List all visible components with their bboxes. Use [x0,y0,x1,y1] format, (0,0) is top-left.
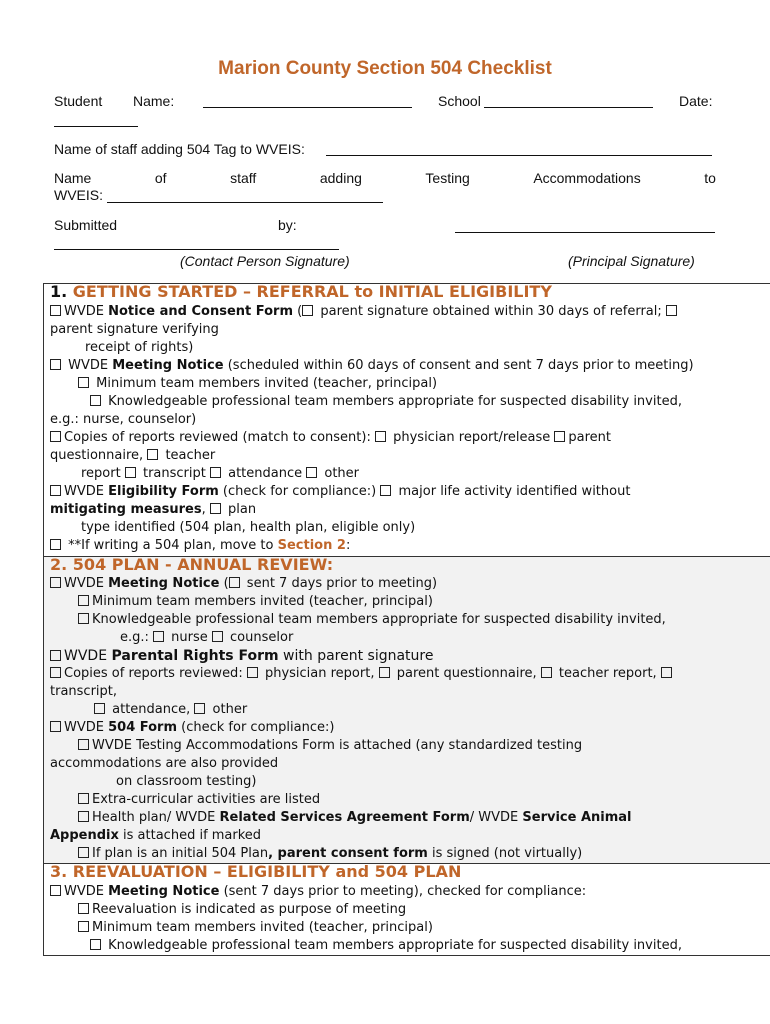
checkbox[interactable] [302,305,313,316]
text-line: parent signature verifying [50,322,219,337]
section-2-link[interactable]: Section 2 [277,538,346,553]
parental-rights-item: WVDE Parental Rights Form with parent signature [50,648,433,664]
checkbox[interactable] [78,847,89,858]
knowledgeable-item: Knowledgeable professional team members appropriate for suspected disability invited, [90,938,682,954]
notice-consent-item: WVDE Notice and Consent Form ( parent signature obtained within 30 days of referral; [50,304,680,320]
text-line: e.g.: nurse counselor [120,630,294,645]
checkbox[interactable] [306,467,317,478]
checkbox[interactable] [50,667,61,678]
wveis-label: WVEIS: [54,187,104,203]
checkbox[interactable] [194,703,205,714]
checkbox[interactable] [50,577,61,588]
section-3-heading [50,864,461,880]
section-title: REEVALUATION – ELIGIBILITY and 504 PLAN [72,862,462,881]
checkbox[interactable] [554,431,565,442]
text-line: type identified (504 plan, health plan, eligible only) [81,520,416,535]
extra-curricular-item: Extra-curricular activities are listed [78,792,320,808]
text-line: on classroom testing) [116,774,257,789]
checkbox[interactable] [229,577,240,588]
checkbox[interactable] [50,650,61,661]
move-section-2-item: **If writing a 504 plan, move to Section 2: [50,538,350,554]
parent-consent-item: If plan is an initial 504 Plan, parent consent form is signed (not virtually) [78,846,582,862]
checkbox[interactable] [78,811,89,822]
knowledgeable-item: Knowledgeable professional team members appropriate for suspected disability invited, [78,612,666,628]
text-line: transcript, [50,684,118,699]
word: adding [319,170,362,186]
checkbox[interactable] [78,793,89,804]
checkbox[interactable] [210,503,221,514]
reevaluation-purpose-item: Reevaluation is indicated as purpose of meeting [78,902,406,918]
text-line: Appendix is attached if marked [50,828,262,843]
checkbox[interactable] [78,377,89,388]
checkbox[interactable] [666,305,677,316]
checkbox[interactable] [153,631,164,642]
section-number: 3. [50,862,68,881]
checkbox[interactable] [375,431,386,442]
meeting-notice-item: WVDE Meeting Notice (sent 7 days prior to meeting), checked for compliance: [50,884,586,900]
504-form-item: WVDE 504 Form (check for compliance:) [50,720,334,736]
reports-item: Copies of reports reviewed: physician report, parent questionnaire, teacher report, [50,666,675,682]
section-number: 2. [50,555,68,574]
testing-staff-field[interactable] [107,202,383,203]
checkbox[interactable] [661,667,672,678]
text-line: report transcript attendance other [81,466,360,481]
text-line: questionnaire, teacher [50,448,216,463]
principal-signature-field[interactable] [455,232,715,233]
section-2-heading [50,557,333,573]
checkbox[interactable] [50,885,61,896]
knowledgeable-item: Knowledgeable professional team members appropriate for suspected disability invited, [90,394,682,410]
checkbox[interactable] [212,631,223,642]
section-1-heading [50,284,552,300]
contact-signature-caption: (Contact Person Signature) [180,253,350,269]
submitted-label: Submitted [54,217,118,233]
min-team-item: Minimum team members invited (teacher, principal) [78,376,437,392]
checkbox[interactable] [247,667,258,678]
section-title: GETTING STARTED – REFERRAL to INITIAL ELIGIBILITY [72,282,552,301]
checkbox[interactable] [147,449,158,460]
testing-accommodations-item: WVDE Testing Accommodations Form is attached (any standardized testing [78,738,582,754]
checkbox[interactable] [379,667,390,678]
meeting-notice-item: WVDE Meeting Notice ( sent 7 days prior to meeting) [50,576,437,592]
principal-signature-caption: (Principal Signature) [568,253,695,269]
checkbox[interactable] [125,467,136,478]
checkbox[interactable] [210,467,221,478]
min-team-item: Minimum team members invited (teacher, principal) [78,594,433,610]
student-name-field[interactable] [203,107,412,108]
school-label: School [438,93,481,109]
text-line: attendance, other [94,702,247,718]
checkbox[interactable] [50,431,61,442]
text-line: mitigating measures, plan [50,502,257,517]
min-team-item: Minimum team members invited (teacher, principal) [78,920,433,936]
checkbox[interactable] [541,667,552,678]
checkbox[interactable] [90,939,101,950]
section-2 [43,556,770,864]
checkbox[interactable] [50,359,61,370]
reports-item: Copies of reports reviewed (match to consent): physician report/release parent [50,430,611,446]
checkbox[interactable] [50,539,61,550]
checkbox[interactable] [78,739,89,750]
eligibility-form-item: WVDE Eligibility Form (check for compliance:) major life activity identified without [50,484,630,500]
checkbox[interactable] [78,921,89,932]
checkbox[interactable] [94,703,105,714]
date-label: Date: [679,93,713,109]
section-number: 1. [50,282,68,301]
meeting-notice-item: WVDE Meeting Notice (scheduled within 60 days of consent and sent 7 days prior to meeting) [50,358,694,374]
word: Testing [425,170,470,186]
staff-tag-label: Name of staff adding 504 Tag to WVEIS: [54,141,305,157]
school-field[interactable] [484,107,653,108]
name-label: Name: [133,93,175,109]
text-line: e.g.: nurse, counselor) [50,412,197,427]
checkbox[interactable] [50,721,61,732]
staff-tag-field[interactable] [326,155,712,156]
checkbox[interactable] [50,305,61,316]
page-title: Marion County Section 504 Checklist [218,58,552,79]
contact-signature-field[interactable] [54,249,339,250]
word: of [154,170,167,186]
checkbox[interactable] [78,595,89,606]
word: Name [54,170,92,186]
checkbox[interactable] [78,613,89,624]
checkbox[interactable] [50,485,61,496]
section-title: 504 PLAN - ANNUAL REVIEW: [72,555,334,574]
text-line: receipt of rights) [85,340,194,355]
checkbox[interactable] [380,485,391,496]
checkbox[interactable] [90,395,101,406]
section-3 [43,863,770,956]
word: Accommodations [533,170,641,186]
date-field[interactable] [54,126,138,127]
by-label: by: [278,217,297,233]
checkbox[interactable] [78,903,89,914]
student-label: Student [54,93,103,109]
section-1 [43,283,770,557]
text-line: accommodations are also provided [50,756,279,771]
word: to [704,170,716,186]
word: staff [230,170,257,186]
testing-staff-label [54,170,716,186]
health-plan-item: Health plan/ WVDE Related Services Agreement Form/ WVDE Service Animal [78,810,632,826]
